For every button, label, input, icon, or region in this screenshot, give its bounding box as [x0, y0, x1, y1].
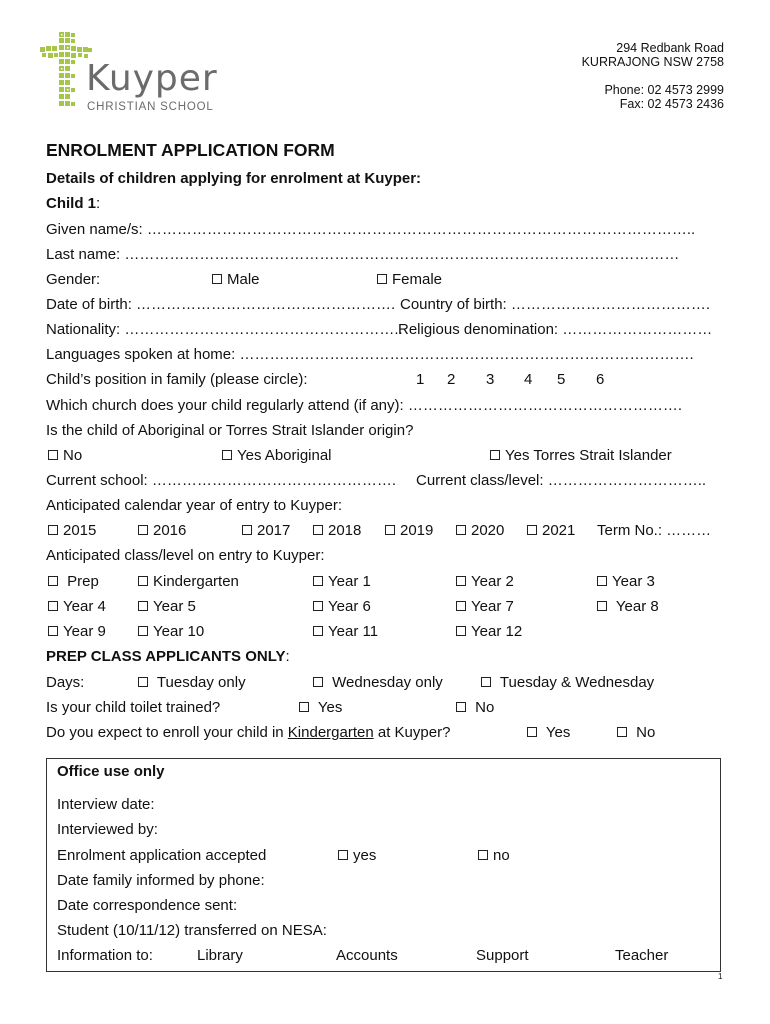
level-year6-label: Year 6	[328, 598, 371, 615]
origin-no-option[interactable]	[48, 447, 82, 465]
languages-field[interactable]: Languages spoken at home: ……………………………………………………………………………….	[46, 346, 694, 363]
gender-label: Gender:	[46, 271, 101, 288]
child-heading	[46, 195, 100, 213]
accepted-yes-label: yes	[353, 847, 377, 864]
year-2021-label: 2021	[542, 522, 576, 539]
kindergarten-no-label: No	[636, 724, 656, 741]
origin-aboriginal-checkbox[interactable]	[222, 450, 232, 460]
kindergarten-no-option[interactable]	[617, 724, 655, 742]
year-2020-checkbox[interactable]	[456, 525, 466, 535]
kindergarten-yes-label: Yes	[545, 724, 571, 741]
level-option-year12[interactable]	[456, 623, 522, 641]
level-option-year4[interactable]	[48, 598, 106, 616]
level-option-year1[interactable]	[313, 573, 371, 591]
correspondence-field[interactable]: Date correspondence sent:	[57, 897, 238, 914]
level-year10-checkbox[interactable]	[138, 626, 148, 636]
days-wednesday-option[interactable]	[313, 674, 443, 692]
year-option-2021[interactable]	[527, 522, 575, 540]
application-accepted-label: Enrolment application accepted	[57, 847, 267, 864]
level-year2-label: Year 2	[471, 573, 514, 590]
year-2017-label: 2017	[257, 522, 291, 539]
level-prep-checkbox[interactable]	[48, 576, 58, 586]
level-option-kindergarten[interactable]	[138, 573, 239, 591]
position-option-1[interactable]: 1	[416, 371, 425, 388]
level-option-year8[interactable]	[597, 598, 659, 616]
year-2019-checkbox[interactable]	[385, 525, 395, 535]
position-option-4[interactable]: 4	[524, 371, 533, 388]
toilet-trained-question: Is your child toilet trained?	[46, 699, 221, 716]
prep-heading	[46, 648, 290, 666]
level-year6-checkbox[interactable]	[313, 601, 323, 611]
year-2016-checkbox[interactable]	[138, 525, 148, 535]
nesa-transfer-field[interactable]: Student (10/11/12) transferred on NESA:	[57, 922, 327, 939]
religious-denomination-field[interactable]: Religious denomination: …………………………	[398, 321, 713, 338]
accepted-yes-checkbox[interactable]	[338, 850, 348, 860]
year-2018-label: 2018	[328, 522, 362, 539]
interview-date-field[interactable]: Interview date:	[57, 796, 155, 813]
school-logo-name: Kuyper	[86, 58, 218, 99]
school-logo-subtitle: CHRISTIAN SCHOOL	[87, 101, 214, 113]
kindergarten-word: Kindergarten	[287, 724, 374, 741]
term-number-field[interactable]: Term No.: ………	[597, 522, 712, 539]
level-option-year10[interactable]	[138, 623, 204, 641]
level-year2-checkbox[interactable]	[456, 576, 466, 586]
church-field[interactable]: Which church does your child regularly attend (if any): ……………………………………………….	[46, 397, 682, 414]
year-2016-label: 2016	[153, 522, 187, 539]
level-year5-label: Year 5	[153, 598, 196, 615]
level-year7-label: Year 7	[471, 598, 514, 615]
level-year1-checkbox[interactable]	[313, 576, 323, 586]
gender-male-option[interactable]	[212, 271, 260, 289]
level-year10-label: Year 10	[153, 623, 205, 640]
phone-number: Phone: 02 4573 2999	[604, 83, 724, 97]
position-option-3[interactable]: 3	[486, 371, 495, 388]
tuesday-checkbox[interactable]	[138, 677, 148, 687]
year-option-2017[interactable]	[242, 522, 290, 540]
origin-no-checkbox[interactable]	[48, 450, 58, 460]
wednesday-label: Wednesday only	[332, 674, 443, 691]
days-tuesday-option[interactable]	[138, 674, 246, 692]
level-year9-label: Year 9	[63, 623, 106, 640]
year-2021-checkbox[interactable]	[527, 525, 537, 535]
kindergarten-question	[46, 724, 450, 742]
accepted-yes-option[interactable]	[338, 847, 376, 865]
level-kindergarten-label: Kindergarten	[153, 573, 239, 590]
year-2020-label: 2020	[471, 522, 505, 539]
year-option-2015[interactable]	[48, 522, 96, 540]
tuesday-label: Tuesday only	[156, 674, 246, 691]
level-year7-checkbox[interactable]	[456, 601, 466, 611]
date-of-birth-field[interactable]: Date of birth: …………………………………………….	[46, 296, 396, 313]
toilet-yes-label: Yes	[317, 699, 343, 716]
level-option-year9[interactable]	[48, 623, 106, 641]
last-name-field[interactable]: Last name: …………………………………………………………………………………………………	[46, 246, 680, 263]
level-year3-label: Year 3	[612, 573, 655, 590]
level-option-year5[interactable]	[138, 598, 196, 616]
given-name-field[interactable]: Given name/s: ………………………………………………………………………………………………..	[46, 221, 696, 238]
kindergarten-yes-checkbox[interactable]	[527, 727, 537, 737]
child-label-colon: :	[96, 195, 101, 212]
info-accounts[interactable]: Accounts	[336, 947, 398, 964]
year-option-2019[interactable]	[385, 522, 433, 540]
level-year8-checkbox[interactable]	[597, 601, 607, 611]
phone-informed-field[interactable]: Date family informed by phone:	[57, 872, 265, 889]
both-days-label: Tuesday & Wednesday	[499, 674, 655, 691]
current-school-field[interactable]: Current school: ………………………………………….	[46, 472, 397, 489]
office-use-heading: Office use only	[57, 763, 165, 780]
prep-heading-colon: :	[285, 648, 290, 665]
kindergarten-question-end: at Kuyper?	[373, 724, 451, 741]
fax-number: Fax: 02 4573 2436	[619, 97, 724, 111]
interviewed-by-field[interactable]: Interviewed by:	[57, 821, 158, 838]
year-option-2016[interactable]	[138, 522, 186, 540]
position-option-2[interactable]: 2	[447, 371, 456, 388]
days-both-option[interactable]	[481, 674, 654, 692]
level-year1-label: Year 1	[328, 573, 371, 590]
level-kindergarten-checkbox[interactable]	[138, 576, 148, 586]
position-option-5[interactable]: 5	[557, 371, 566, 388]
country-of-birth-field[interactable]: Country of birth: ………………………………….	[400, 296, 711, 313]
toilet-yes-option[interactable]	[299, 699, 342, 717]
level-year11-checkbox[interactable]	[313, 626, 323, 636]
school-logo-cross-icon	[40, 32, 92, 110]
page-number: 1	[718, 972, 723, 981]
current-class-field[interactable]: Current class/level: …………………………..	[416, 472, 707, 489]
wednesday-checkbox[interactable]	[313, 677, 323, 687]
origin-tsi-label: Yes Torres Strait Islander	[505, 447, 672, 464]
level-prep-label: Prep	[67, 573, 99, 590]
year-entry-label: Anticipated calendar year of entry to Kuyper:	[46, 497, 343, 514]
year-2018-checkbox[interactable]	[313, 525, 323, 535]
level-year8-label: Year 8	[615, 598, 659, 615]
level-year11-label: Year 11	[328, 623, 379, 640]
accepted-no-label: no	[493, 847, 510, 864]
year-option-2018[interactable]	[313, 522, 361, 540]
toilet-no-checkbox[interactable]	[456, 702, 466, 712]
year-2017-checkbox[interactable]	[242, 525, 252, 535]
origin-tsi-checkbox[interactable]	[490, 450, 500, 460]
toilet-no-option[interactable]	[456, 699, 494, 717]
toilet-yes-checkbox[interactable]	[299, 702, 309, 712]
origin-tsi-option[interactable]	[490, 447, 672, 465]
level-option-year7[interactable]	[456, 598, 514, 616]
form-subtitle: Details of children applying for enrolment at Kuyper:	[46, 170, 422, 187]
kindergarten-no-checkbox[interactable]	[617, 727, 627, 737]
level-year4-label: Year 4	[63, 598, 106, 615]
level-option-year11[interactable]	[313, 623, 378, 641]
position-option-6[interactable]: 6	[596, 371, 605, 388]
form-title: ENROLMENT APPLICATION FORM	[46, 140, 335, 160]
address-line-2: KURRAJONG NSW 2758	[581, 55, 724, 69]
kindergarten-yes-option[interactable]	[527, 724, 570, 742]
level-option-year6[interactable]	[313, 598, 371, 616]
level-year12-label: Year 12	[471, 623, 523, 640]
prep-heading-text: PREP CLASS APPLICANTS ONLY	[46, 648, 286, 665]
child-label: Child 1	[46, 195, 97, 212]
accepted-no-checkbox[interactable]	[478, 850, 488, 860]
level-option-year3[interactable]	[597, 573, 655, 591]
days-label: Days:	[46, 674, 85, 691]
family-position-label: Child’s position in family (please circle):	[46, 371, 308, 388]
level-option-prep[interactable]	[48, 573, 99, 591]
year-option-2020[interactable]	[456, 522, 504, 540]
level-option-year2[interactable]	[456, 573, 514, 591]
accepted-no-option[interactable]	[478, 847, 510, 865]
class-entry-label: Anticipated class/level on entry to Kuyper:	[46, 547, 325, 564]
level-year3-checkbox[interactable]	[597, 576, 607, 586]
toilet-no-label: No	[475, 699, 495, 716]
level-year4-checkbox[interactable]	[48, 601, 58, 611]
origin-aboriginal-label: Yes Aboriginal	[237, 447, 332, 464]
level-year12-checkbox[interactable]	[456, 626, 466, 636]
year-2019-label: 2019	[400, 522, 434, 539]
female-label: Female	[392, 271, 443, 288]
female-checkbox[interactable]	[377, 274, 387, 284]
male-label: Male	[227, 271, 260, 288]
kindergarten-question-start: Do you expect to enroll your child in	[46, 724, 288, 741]
information-to-label: Information to:	[57, 947, 153, 964]
info-teacher[interactable]: Teacher	[615, 947, 669, 964]
gender-female-option[interactable]	[377, 271, 442, 289]
level-year9-checkbox[interactable]	[48, 626, 58, 636]
origin-aboriginal-option[interactable]	[222, 447, 332, 465]
info-support[interactable]: Support	[476, 947, 529, 964]
male-checkbox[interactable]	[212, 274, 222, 284]
level-year5-checkbox[interactable]	[138, 601, 148, 611]
info-library[interactable]: Library	[197, 947, 243, 964]
origin-no-label: No	[63, 447, 83, 464]
nationality-field[interactable]: Nationality: ………………………………………………..	[46, 321, 403, 338]
aboriginal-question: Is the child of Aboriginal or Torres Strait Islander origin?	[46, 422, 414, 439]
both-days-checkbox[interactable]	[481, 677, 491, 687]
year-2015-checkbox[interactable]	[48, 525, 58, 535]
address-line-1: 294 Redbank Road	[616, 41, 724, 55]
year-2015-label: 2015	[63, 522, 97, 539]
